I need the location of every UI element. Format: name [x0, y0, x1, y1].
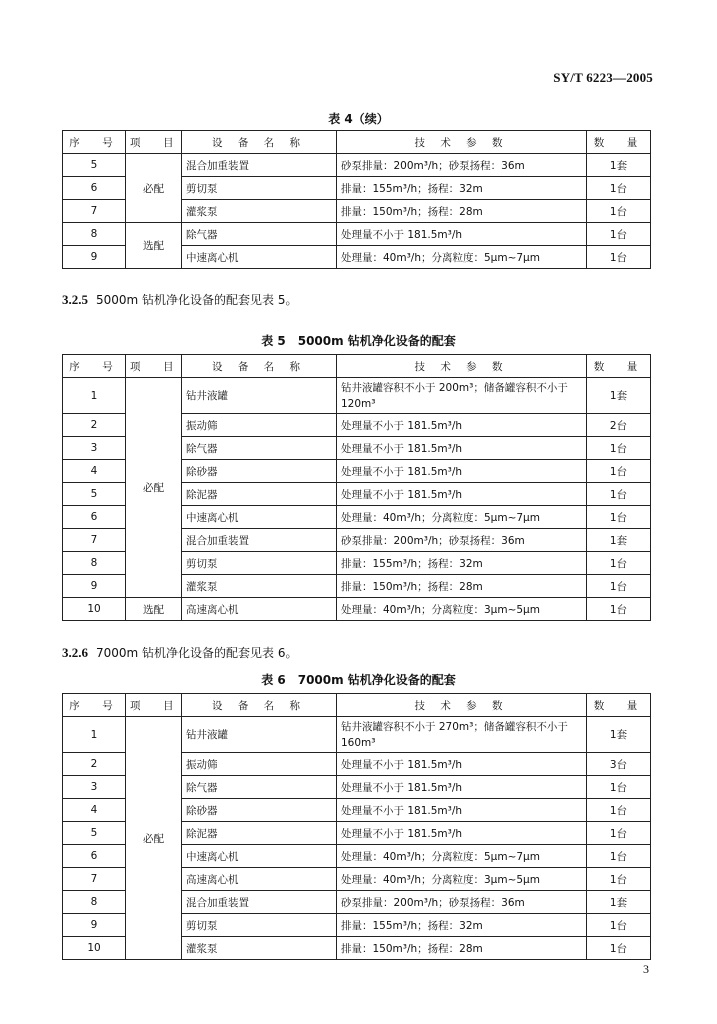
- cell-no: 9: [63, 575, 126, 598]
- cell-equipment: 振动筛: [182, 414, 337, 437]
- cell-params: 处理量不小于 181.5m³/h: [337, 483, 587, 506]
- cell-params: 处理量不小于 181.5m³/h: [337, 776, 587, 799]
- cell-equipment: 灌浆泵: [182, 937, 337, 960]
- cell-params: 砂泵排量：200m³/h；砂泵扬程：36m: [337, 891, 587, 914]
- cell-params: 砂泵排量：200m³/h；砂泵扬程：36m: [337, 154, 587, 177]
- table4: [62, 130, 651, 269]
- cell-category: 必配: [126, 378, 182, 598]
- cell-params: 处理量不小于 181.5m³/h: [337, 414, 587, 437]
- table6: [62, 693, 651, 960]
- cell-no: 7: [63, 529, 126, 552]
- cell-params: 排量：155m³/h；扬程：32m: [337, 177, 587, 200]
- cell-no: 1: [63, 717, 126, 753]
- cell-equipment: 高速离心机: [182, 598, 337, 621]
- cell-qty: 1台: [587, 776, 651, 799]
- table-row: [63, 154, 651, 177]
- cell-no: 3: [63, 437, 126, 460]
- cell-equipment: 中速离心机: [182, 246, 337, 269]
- cell-params: 处理量不小于 181.5m³/h: [337, 822, 587, 845]
- cell-qty: 1台: [587, 868, 651, 891]
- cell-equipment: 除泥器: [182, 822, 337, 845]
- cell-params: 钻井液罐容积不小于 270m³；储备罐容积不小于 160m³: [337, 717, 587, 753]
- clause-3-2-6: [62, 644, 298, 661]
- page-number: 3: [643, 962, 649, 976]
- cell-no: 9: [63, 914, 126, 937]
- cell-qty: 1台: [587, 598, 651, 621]
- cell-qty: 1套: [587, 154, 651, 177]
- cell-no: 8: [63, 891, 126, 914]
- cell-equipment: 中速离心机: [182, 506, 337, 529]
- table-row: [63, 717, 651, 753]
- header-no: 序 号: [63, 694, 126, 717]
- table-row: [63, 378, 651, 414]
- cell-no: 6: [63, 177, 126, 200]
- cell-equipment: 除砂器: [182, 460, 337, 483]
- table-header-row: [63, 355, 651, 378]
- cell-qty: 1台: [587, 200, 651, 223]
- cell-params: 处理量：40m³/h；分离粒度：3μm~5μm: [337, 868, 587, 891]
- cell-no: 9: [63, 246, 126, 269]
- header-no: 序 号: [63, 131, 126, 154]
- table-row: [63, 598, 651, 621]
- cell-params: 处理量不小于 181.5m³/h: [337, 460, 587, 483]
- cell-qty: 1套: [587, 891, 651, 914]
- cell-no: 6: [63, 845, 126, 868]
- cell-no: 5: [63, 154, 126, 177]
- cell-no: 4: [63, 460, 126, 483]
- standard-code: SY/T 6223—2005: [553, 70, 653, 85]
- cell-no: 2: [63, 753, 126, 776]
- table-header-row: [63, 131, 651, 154]
- clause-number: 3.2.6: [62, 645, 88, 660]
- cell-no: 6: [63, 506, 126, 529]
- clause-3-2-5: [62, 291, 298, 308]
- cell-equipment: 混合加重装置: [182, 529, 337, 552]
- cell-equipment: 除砂器: [182, 799, 337, 822]
- cell-qty: 1台: [587, 799, 651, 822]
- cell-qty: 1台: [587, 914, 651, 937]
- clause-text: 7000m 钻机净化设备的配套见表 6。: [96, 646, 298, 660]
- cell-qty: 1台: [587, 460, 651, 483]
- cell-no: 5: [63, 822, 126, 845]
- table4-caption: 表 4（续）: [328, 112, 389, 126]
- cell-qty: 1台: [587, 177, 651, 200]
- header-category: 项 目: [126, 694, 182, 717]
- cell-equipment: 除泥器: [182, 483, 337, 506]
- clause-number: 3.2.5: [62, 292, 88, 307]
- table-row: [63, 223, 651, 246]
- cell-no: 5: [63, 483, 126, 506]
- cell-no: 8: [63, 223, 126, 246]
- cell-no: 8: [63, 552, 126, 575]
- cell-no: 7: [63, 200, 126, 223]
- cell-qty: 1台: [587, 437, 651, 460]
- cell-params: 排量：155m³/h；扬程：32m: [337, 914, 587, 937]
- cell-equipment: 钻井液罐: [182, 378, 337, 414]
- header-no: 序 号: [63, 355, 126, 378]
- cell-no: 10: [63, 598, 126, 621]
- header-category: 项 目: [126, 355, 182, 378]
- cell-no: 3: [63, 776, 126, 799]
- cell-qty: 1台: [587, 223, 651, 246]
- cell-equipment: 高速离心机: [182, 868, 337, 891]
- cell-equipment: 剪切泵: [182, 552, 337, 575]
- cell-qty: 1套: [587, 529, 651, 552]
- cell-params: 处理量：40m³/h；分离粒度：3μm~5μm: [337, 598, 587, 621]
- cell-params: 处理量：40m³/h；分离粒度：5μm~7μm: [337, 246, 587, 269]
- cell-equipment: 除气器: [182, 223, 337, 246]
- header-qty: 数 量: [587, 131, 651, 154]
- cell-qty: 1套: [587, 378, 651, 414]
- cell-params: 钻井液罐容积不小于 200m³；储备罐容积不小于 120m³: [337, 378, 587, 414]
- cell-category: 选配: [126, 598, 182, 621]
- cell-equipment: 振动筛: [182, 753, 337, 776]
- cell-qty: 1台: [587, 845, 651, 868]
- cell-qty: 1台: [587, 822, 651, 845]
- table5-caption: 表 5 5000m 钻机净化设备的配套: [261, 334, 456, 348]
- cell-no: 10: [63, 937, 126, 960]
- cell-qty: 3台: [587, 753, 651, 776]
- cell-params: 处理量不小于 181.5m³/h: [337, 223, 587, 246]
- cell-params: 处理量不小于 181.5m³/h: [337, 799, 587, 822]
- clause-text: 5000m 钻机净化设备的配套见表 5。: [96, 293, 298, 307]
- header-equipment: 设 备 名 称: [182, 355, 337, 378]
- cell-params: 处理量：40m³/h；分离粒度：5μm~7μm: [337, 506, 587, 529]
- header-qty: 数 量: [587, 694, 651, 717]
- cell-no: 1: [63, 378, 126, 414]
- cell-params: 砂泵排量：200m³/h；砂泵扬程：36m: [337, 529, 587, 552]
- header-equipment: 设 备 名 称: [182, 694, 337, 717]
- cell-qty: 1台: [587, 506, 651, 529]
- cell-category: 选配: [126, 223, 182, 269]
- cell-category: 必配: [126, 717, 182, 960]
- cell-equipment: 剪切泵: [182, 177, 337, 200]
- cell-params: 排量：150m³/h；扬程：28m: [337, 200, 587, 223]
- cell-params: 排量：150m³/h；扬程：28m: [337, 575, 587, 598]
- cell-qty: 1台: [587, 937, 651, 960]
- cell-no: 4: [63, 799, 126, 822]
- table6-caption: 表 6 7000m 钻机净化设备的配套: [261, 673, 456, 687]
- cell-qty: 1套: [587, 717, 651, 753]
- cell-category: 必配: [126, 154, 182, 223]
- cell-no: 7: [63, 868, 126, 891]
- cell-qty: 1台: [587, 552, 651, 575]
- cell-params: 处理量：40m³/h；分离粒度：5μm~7μm: [337, 845, 587, 868]
- cell-equipment: 混合加重装置: [182, 154, 337, 177]
- cell-params: 排量：150m³/h；扬程：28m: [337, 937, 587, 960]
- header-equipment: 设 备 名 称: [182, 131, 337, 154]
- cell-equipment: 除气器: [182, 437, 337, 460]
- header-params: 技 术 参 数: [337, 355, 587, 378]
- cell-equipment: 剪切泵: [182, 914, 337, 937]
- table5: [62, 354, 651, 621]
- cell-equipment: 混合加重装置: [182, 891, 337, 914]
- cell-qty: 1台: [587, 575, 651, 598]
- cell-equipment: 除气器: [182, 776, 337, 799]
- header-params: 技 术 参 数: [337, 131, 587, 154]
- cell-params: 处理量不小于 181.5m³/h: [337, 753, 587, 776]
- cell-qty: 2台: [587, 414, 651, 437]
- cell-params: 处理量不小于 181.5m³/h: [337, 437, 587, 460]
- header-params: 技 术 参 数: [337, 694, 587, 717]
- table-header-row: [63, 694, 651, 717]
- cell-equipment: 钻井液罐: [182, 717, 337, 753]
- cell-params: 排量：155m³/h；扬程：32m: [337, 552, 587, 575]
- cell-equipment: 中速离心机: [182, 845, 337, 868]
- cell-qty: 1台: [587, 246, 651, 269]
- header-qty: 数 量: [587, 355, 651, 378]
- cell-qty: 1台: [587, 483, 651, 506]
- cell-equipment: 灌浆泵: [182, 200, 337, 223]
- header-category: 项 目: [126, 131, 182, 154]
- cell-equipment: 灌浆泵: [182, 575, 337, 598]
- cell-no: 2: [63, 414, 126, 437]
